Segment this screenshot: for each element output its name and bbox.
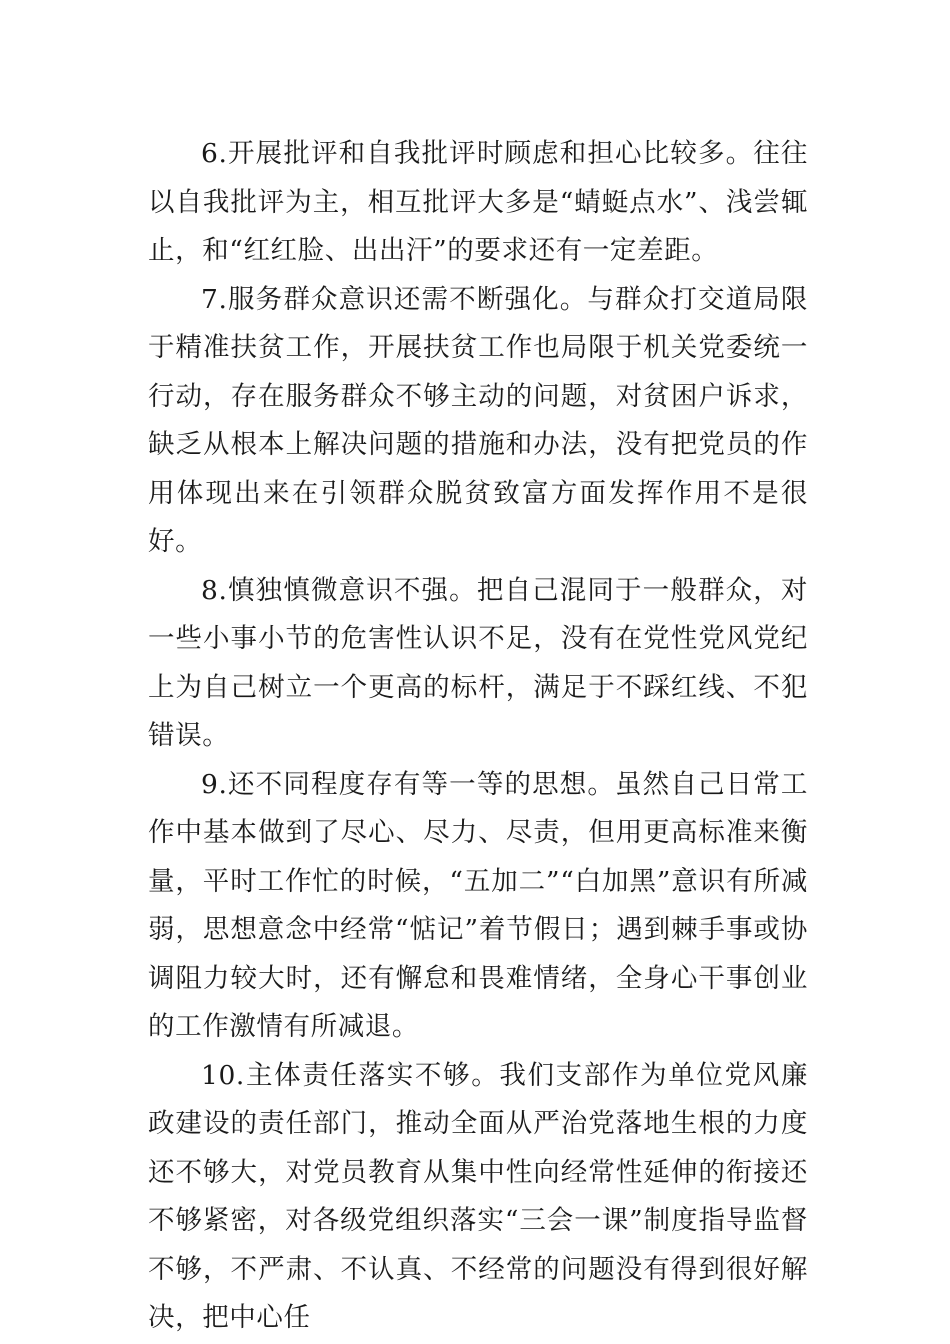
paragraph-6: 6.开展批评和自我批评时顾虑和担心比较多。往往以自我批评为主，相互批评大多是“蜻蜓点水”、浅尝辄止，和“红红脸、出出汗”的要求还有一定差距。 <box>148 138 808 266</box>
paragraph-10: 10.主体责任落实不够。我们支部作为单位党风廉政建设的责任部门，推动全面从严治党落地生根的力度还不够大，对党员教育从集中性向经常性延伸的衔接还不够紧密，对各级党组织落实“三会一课”制度指导监督不够，不严肃、不认真、不经常的问题没有得到很好解决，把中心任 <box>148 1059 808 1333</box>
paragraph-9: 9.还不同程度存有等一等的思想。虽然自己日常工作中基本做到了尽心、尽力、尽责，但用更高标准来衡量，平时工作忙的时候，“五加二”“白加黑”意识有所减弱，思想意念中经常“惦记”着节假日；遇到棘手事或协调阻力较大时，还有懈怠和畏难情绪，全身心干事创业的工作激情有所减退。 <box>148 768 808 1042</box>
paragraph-8: 8.慎独慎微意识不强。把自己混同于一般群众，对一些小事小节的危害性认识不足，没有在党性党风党纪上为自己树立一个更高的标杆，满足于不踩红线、不犯错误。 <box>148 574 808 751</box>
document-body <box>148 130 808 1343</box>
paragraph-7: 7.服务群众意识还需不断强化。与群众打交道局限于精准扶贫工作，开展扶贫工作也局限于机关党委统一行动，存在服务群众不够主动的问题，对贫困户诉求，缺乏从根本上解决问题的措施和办法，没有把党员的作用体现出来在引领群众脱贫致富方面发挥作用不是很好。 <box>148 283 808 557</box>
